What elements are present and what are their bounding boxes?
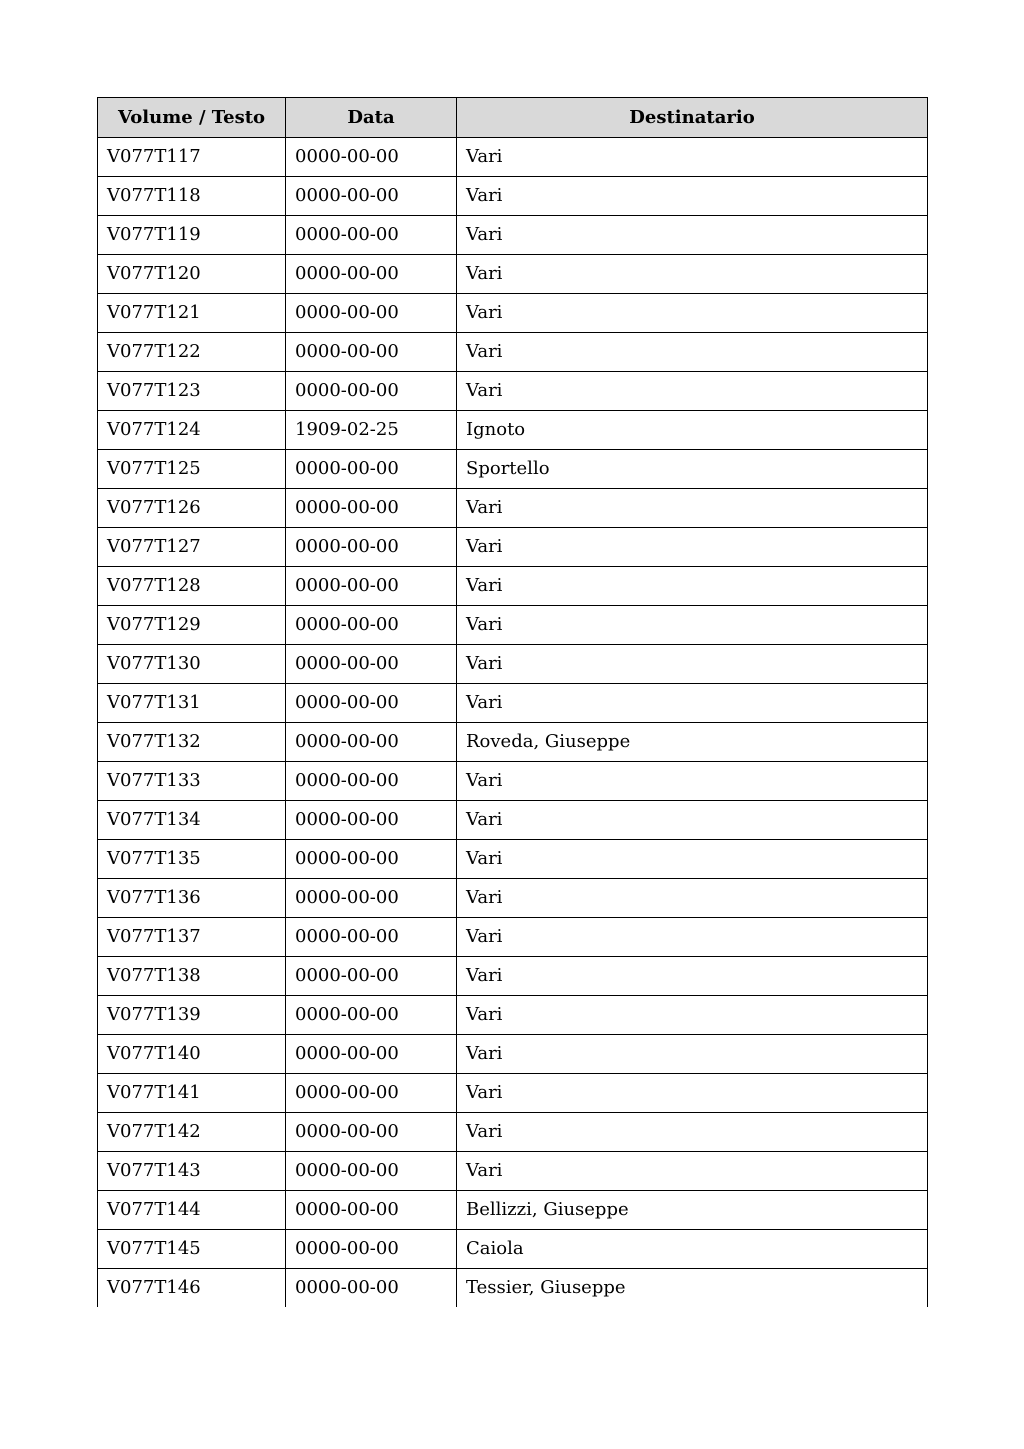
cell-volume: V077T141 bbox=[98, 1074, 286, 1113]
cell-destinatario: Vari bbox=[457, 1074, 928, 1113]
cell-volume: V077T144 bbox=[98, 1191, 286, 1230]
cell-volume: V077T117 bbox=[98, 138, 286, 177]
table-row bbox=[98, 1152, 928, 1191]
cell-volume: V077T135 bbox=[98, 840, 286, 879]
table-header bbox=[98, 98, 928, 138]
cell-destinatario: Ignoto bbox=[457, 411, 928, 450]
table-row bbox=[98, 840, 928, 879]
table-row bbox=[98, 372, 928, 411]
cell-data: 0000-00-00 bbox=[286, 333, 457, 372]
table-row bbox=[98, 138, 928, 177]
column-header-destinatario: Destinatario bbox=[457, 98, 928, 138]
cell-data: 0000-00-00 bbox=[286, 918, 457, 957]
table-row bbox=[98, 1269, 928, 1308]
cell-data: 0000-00-00 bbox=[286, 450, 457, 489]
column-header-data: Data bbox=[286, 98, 457, 138]
cell-data: 0000-00-00 bbox=[286, 372, 457, 411]
cell-destinatario: Vari bbox=[457, 645, 928, 684]
cell-data: 0000-00-00 bbox=[286, 177, 457, 216]
cell-data: 0000-00-00 bbox=[286, 216, 457, 255]
cell-data: 0000-00-00 bbox=[286, 879, 457, 918]
cell-destinatario: Vari bbox=[457, 1113, 928, 1152]
table-row bbox=[98, 255, 928, 294]
cell-volume: V077T132 bbox=[98, 723, 286, 762]
cell-destinatario: Vari bbox=[457, 1152, 928, 1191]
table-body bbox=[98, 138, 928, 1308]
table-row bbox=[98, 1035, 928, 1074]
cell-destinatario: Vari bbox=[457, 762, 928, 801]
cell-destinatario: Caiola bbox=[457, 1230, 928, 1269]
table-row bbox=[98, 1113, 928, 1152]
cell-volume: V077T120 bbox=[98, 255, 286, 294]
cell-destinatario: Vari bbox=[457, 801, 928, 840]
cell-destinatario: Vari bbox=[457, 684, 928, 723]
cell-volume: V077T134 bbox=[98, 801, 286, 840]
cell-volume: V077T125 bbox=[98, 450, 286, 489]
cell-destinatario: Tessier, Giuseppe bbox=[457, 1269, 928, 1308]
cell-data: 0000-00-00 bbox=[286, 1074, 457, 1113]
cell-volume: V077T126 bbox=[98, 489, 286, 528]
cell-data: 0000-00-00 bbox=[286, 294, 457, 333]
cell-volume: V077T124 bbox=[98, 411, 286, 450]
table-row bbox=[98, 177, 928, 216]
column-header-volume: Volume / Testo bbox=[98, 98, 286, 138]
table-row bbox=[98, 879, 928, 918]
cell-destinatario: Vari bbox=[457, 333, 928, 372]
cell-volume: V077T118 bbox=[98, 177, 286, 216]
table-row bbox=[98, 918, 928, 957]
table-row bbox=[98, 294, 928, 333]
cell-volume: V077T122 bbox=[98, 333, 286, 372]
cell-destinatario: Vari bbox=[457, 918, 928, 957]
table-row bbox=[98, 684, 928, 723]
cell-destinatario: Vari bbox=[457, 567, 928, 606]
cell-volume: V077T139 bbox=[98, 996, 286, 1035]
table-row bbox=[98, 333, 928, 372]
table-row bbox=[98, 216, 928, 255]
cell-destinatario: Bellizzi, Giuseppe bbox=[457, 1191, 928, 1230]
table-row bbox=[98, 567, 928, 606]
cell-destinatario: Vari bbox=[457, 606, 928, 645]
cell-destinatario: Vari bbox=[457, 216, 928, 255]
cell-data: 1909-02-25 bbox=[286, 411, 457, 450]
header-row bbox=[98, 98, 928, 138]
table-row bbox=[98, 723, 928, 762]
cell-destinatario: Roveda, Giuseppe bbox=[457, 723, 928, 762]
cell-data: 0000-00-00 bbox=[286, 996, 457, 1035]
cell-destinatario: Vari bbox=[457, 294, 928, 333]
cell-volume: V077T131 bbox=[98, 684, 286, 723]
cell-data: 0000-00-00 bbox=[286, 489, 457, 528]
cell-volume: V077T121 bbox=[98, 294, 286, 333]
cell-data: 0000-00-00 bbox=[286, 801, 457, 840]
cell-data: 0000-00-00 bbox=[286, 528, 457, 567]
cell-volume: V077T129 bbox=[98, 606, 286, 645]
cell-destinatario: Vari bbox=[457, 489, 928, 528]
cell-volume: V077T127 bbox=[98, 528, 286, 567]
cell-data: 0000-00-00 bbox=[286, 567, 457, 606]
cell-destinatario: Vari bbox=[457, 1035, 928, 1074]
cell-volume: V077T137 bbox=[98, 918, 286, 957]
cell-destinatario: Vari bbox=[457, 879, 928, 918]
cell-volume: V077T140 bbox=[98, 1035, 286, 1074]
cell-volume: V077T146 bbox=[98, 1269, 286, 1308]
cell-destinatario: Vari bbox=[457, 138, 928, 177]
cell-volume: V077T123 bbox=[98, 372, 286, 411]
cell-data: 0000-00-00 bbox=[286, 723, 457, 762]
cell-data: 0000-00-00 bbox=[286, 840, 457, 879]
cell-destinatario: Vari bbox=[457, 996, 928, 1035]
table-row bbox=[98, 1230, 928, 1269]
cell-data: 0000-00-00 bbox=[286, 1152, 457, 1191]
table-row bbox=[98, 411, 928, 450]
table-row bbox=[98, 957, 928, 996]
cell-volume: V077T133 bbox=[98, 762, 286, 801]
table-row bbox=[98, 1191, 928, 1230]
cell-volume: V077T128 bbox=[98, 567, 286, 606]
table-row bbox=[98, 528, 928, 567]
cell-data: 0000-00-00 bbox=[286, 684, 457, 723]
cell-destinatario: Vari bbox=[457, 177, 928, 216]
cell-destinatario: Sportello bbox=[457, 450, 928, 489]
cell-data: 0000-00-00 bbox=[286, 138, 457, 177]
cell-data: 0000-00-00 bbox=[286, 957, 457, 996]
table-row bbox=[98, 996, 928, 1035]
cell-data: 0000-00-00 bbox=[286, 255, 457, 294]
cell-volume: V077T119 bbox=[98, 216, 286, 255]
cell-volume: V077T136 bbox=[98, 879, 286, 918]
cell-volume: V077T138 bbox=[98, 957, 286, 996]
cell-data: 0000-00-00 bbox=[286, 1269, 457, 1308]
table-row bbox=[98, 645, 928, 684]
cell-data: 0000-00-00 bbox=[286, 1191, 457, 1230]
cell-data: 0000-00-00 bbox=[286, 1230, 457, 1269]
cell-volume: V077T130 bbox=[98, 645, 286, 684]
table-row bbox=[98, 1074, 928, 1113]
cell-volume: V077T142 bbox=[98, 1113, 286, 1152]
cell-destinatario: Vari bbox=[457, 957, 928, 996]
cell-data: 0000-00-00 bbox=[286, 1113, 457, 1152]
cell-data: 0000-00-00 bbox=[286, 1035, 457, 1074]
cell-volume: V077T145 bbox=[98, 1230, 286, 1269]
table-row bbox=[98, 489, 928, 528]
cell-destinatario: Vari bbox=[457, 255, 928, 294]
table-row bbox=[98, 450, 928, 489]
cell-destinatario: Vari bbox=[457, 372, 928, 411]
cell-data: 0000-00-00 bbox=[286, 762, 457, 801]
cell-destinatario: Vari bbox=[457, 840, 928, 879]
cell-data: 0000-00-00 bbox=[286, 606, 457, 645]
table-row bbox=[98, 606, 928, 645]
cell-data: 0000-00-00 bbox=[286, 645, 457, 684]
cell-destinatario: Vari bbox=[457, 528, 928, 567]
cell-volume: V077T143 bbox=[98, 1152, 286, 1191]
table-row bbox=[98, 762, 928, 801]
register-table bbox=[97, 97, 928, 1307]
table-row bbox=[98, 801, 928, 840]
